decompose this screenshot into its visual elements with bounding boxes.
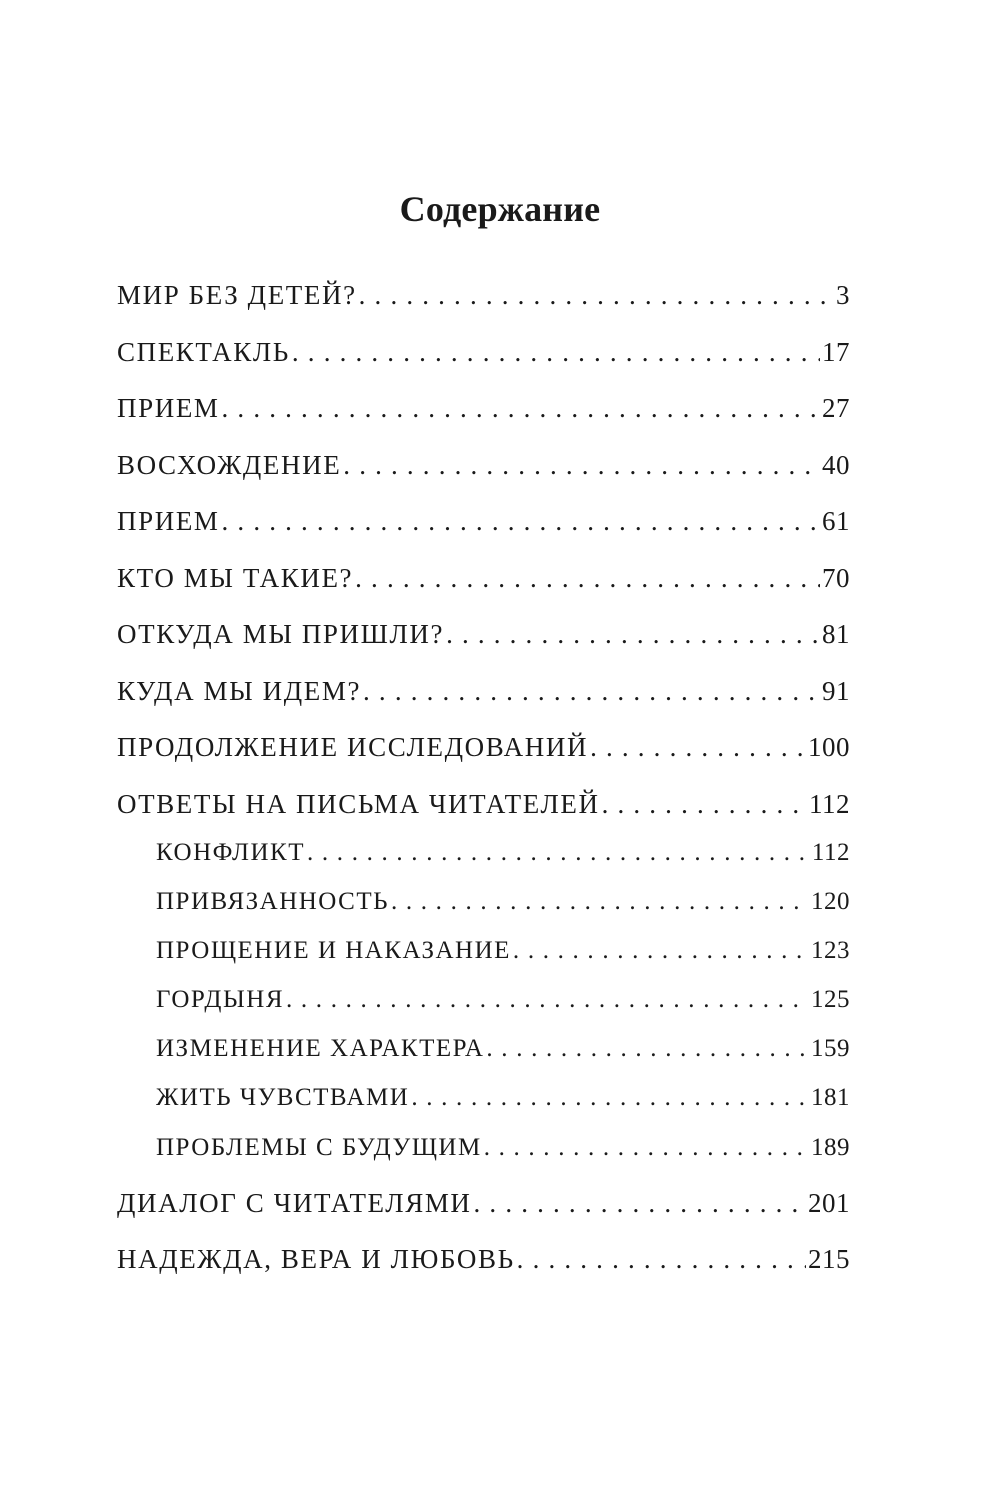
toc-entry-page: 181 [811,1084,850,1111]
toc-entry-page: 201 [808,1188,850,1218]
dot-leader [602,787,807,821]
toc-entry-kto-my-takie [117,561,850,595]
toc-entry-page: 112 [809,789,850,819]
toc-entry-title: ГОРДЫНЯ [156,986,284,1013]
toc-entry-page: 91 [822,676,850,706]
toc-entry-page: 112 [811,839,850,866]
dot-leader [474,1186,806,1220]
toc-entry-nadezhda-vera-lyubov [117,1242,850,1276]
toc-entry-title: КОНФЛИКТ [156,839,305,866]
toc-entry-spektakl [117,335,850,369]
toc-entry-page: 27 [822,393,850,423]
toc-subentry-konflikt [156,836,850,870]
toc-subentry-izmenenie-haraktera [156,1032,850,1066]
toc-entry-title: КУДА МЫ ИДЕМ? [117,676,362,706]
dot-leader [391,885,809,919]
toc-subentry-proshchenie [156,934,850,968]
toc-entry-title: ВОСХОЖДЕНИЕ [117,450,342,480]
toc-entry-prodolzhenie-issledovaniy [117,730,850,764]
toc-subentry-privyazannost [156,885,850,919]
toc-entry-title: ОТВЕТЫ НА ПИСЬМА ЧИТАТЕЛЕЙ [117,789,600,819]
page-title: Содержание [399,189,601,229]
toc-entry-title: ПРОБЛЕМЫ С БУДУЩИМ [156,1134,482,1161]
toc-entry-priem-1 [117,391,850,425]
dot-leader [307,836,810,870]
dot-leader [411,1081,809,1115]
dot-leader [222,391,820,425]
toc-entry-title: МИР БЕЗ ДЕТЕЙ? [117,280,357,310]
toc-entry-otvety-na-pisma [117,787,850,821]
dot-leader [355,561,820,595]
dot-leader [484,1131,809,1165]
toc-entry-title: СПЕКТАКЛЬ [117,337,290,367]
toc-entry-title: ИЗМЕНЕНИЕ ХАРАКТЕРА [156,1035,485,1062]
dot-leader [359,278,834,312]
toc-entry-page: 17 [822,337,850,367]
toc-entry-priem-2 [117,504,850,538]
toc-entry-page: 159 [811,1035,850,1062]
toc-entry-mir-bez-detey [117,278,850,312]
toc-entry-page: 215 [808,1244,850,1274]
dot-leader [446,617,820,651]
toc-subentry-problemy-s-budushchim [156,1131,850,1165]
toc-entry-page: 120 [811,888,850,915]
dot-leader [590,730,806,764]
toc-subentry-gordynya [156,983,850,1017]
toc-entry-title: ПРОЩЕНИЕ И НАКАЗАНИЕ [156,937,511,964]
toc-entry-page: 3 [836,280,850,310]
dot-leader [222,504,820,538]
dot-leader [343,448,820,482]
toc-entry-page: 61 [822,506,850,536]
toc-subentry-zhit-chuvstvami [156,1081,850,1115]
toc-entry-title: ОТКУДА МЫ ПРИШЛИ? [117,619,445,649]
toc-entry-dialog-s-chitatelyami [117,1186,850,1220]
toc-entry-title: ПРИЕМ [117,506,220,536]
dot-leader [517,1242,806,1276]
dot-leader [486,1032,809,1066]
toc-entry-page: 189 [811,1134,850,1161]
toc-entry-title: ПРОДОЛЖЕНИЕ ИССЛЕДОВАНИЙ [117,732,589,762]
toc-entry-title: НАДЕЖДА, ВЕРА И ЛЮБОВЬ [117,1244,515,1274]
toc-entry-otkuda-my-prishli [117,617,850,651]
toc-entry-page: 123 [811,937,850,964]
toc-entry-page: 70 [822,563,850,593]
toc-entry-page: 100 [808,732,850,762]
toc-entry-title: ПРИВЯЗАННОСТЬ [156,888,389,915]
toc-entry-title: КТО МЫ ТАКИЕ? [117,563,354,593]
dot-leader [363,674,820,708]
toc-entry-kuda-my-idem [117,674,850,708]
toc-entry-page: 81 [822,619,850,649]
toc-entry-page: 40 [822,450,850,480]
dot-leader [286,983,809,1017]
dot-leader [513,934,809,968]
toc-entry-voskhozhdenie [117,448,850,482]
toc-entry-title: ПРИЕМ [117,393,220,423]
toc-entry-title: ДИАЛОГ С ЧИТАТЕЛЯМИ [117,1188,472,1218]
dot-leader [292,335,820,369]
toc-entry-title: ЖИТЬ ЧУВСТВАМИ [156,1084,410,1111]
toc-entry-page: 125 [811,986,850,1013]
